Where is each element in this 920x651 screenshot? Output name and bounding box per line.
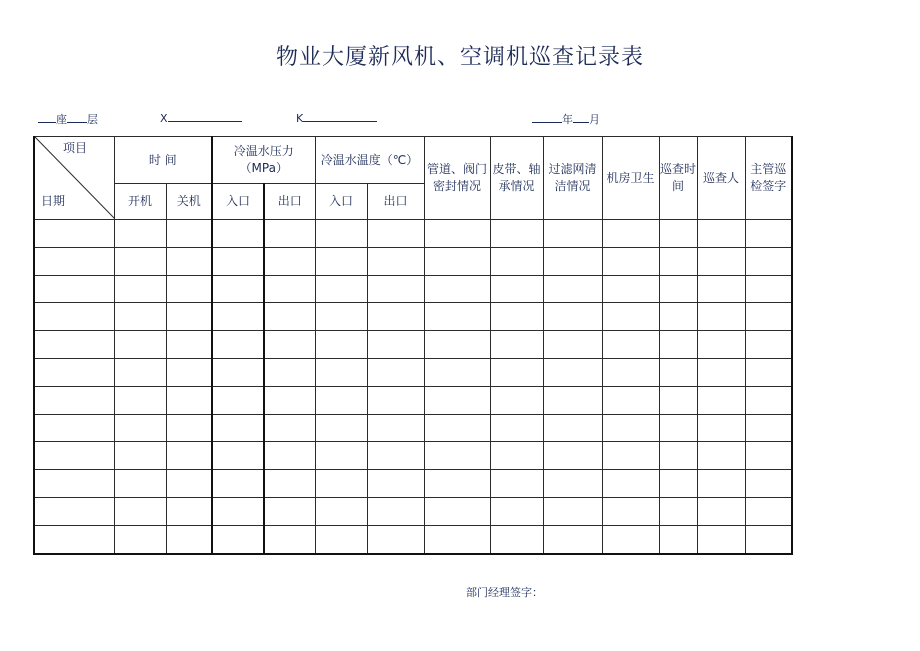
table-cell[interactable] — [697, 497, 745, 525]
year-blank[interactable] — [532, 112, 562, 123]
table-cell[interactable] — [543, 497, 602, 525]
seat-blank[interactable] — [38, 112, 56, 123]
table-cell[interactable] — [490, 358, 543, 386]
table-cell[interactable] — [490, 497, 543, 525]
table-cell[interactable] — [424, 386, 490, 414]
table-cell[interactable] — [212, 442, 264, 470]
table-cell[interactable] — [490, 386, 543, 414]
table-cell[interactable] — [264, 386, 315, 414]
floor-label: 层 — [87, 113, 98, 126]
table-cell[interactable] — [490, 442, 543, 470]
table-cell[interactable] — [490, 470, 543, 498]
table-cell[interactable] — [315, 386, 367, 414]
table-cell[interactable] — [490, 275, 543, 303]
table-cell[interactable] — [424, 442, 490, 470]
table-row — [34, 303, 792, 331]
table-cell[interactable] — [697, 525, 745, 553]
table-cell[interactable] — [264, 303, 315, 331]
table-row — [34, 386, 792, 414]
table-cell[interactable] — [424, 525, 490, 553]
table-cell[interactable] — [367, 303, 424, 331]
x-label: X — [160, 112, 168, 125]
table-cell[interactable] — [114, 303, 166, 331]
table-row — [34, 470, 792, 498]
seat-floor-field[interactable] — [38, 111, 98, 127]
table-cell[interactable] — [34, 220, 114, 248]
supervisor-header: 主管巡检签字 — [745, 137, 792, 220]
table-row — [34, 247, 792, 275]
table-cell[interactable] — [424, 275, 490, 303]
table-cell[interactable] — [659, 358, 697, 386]
table-cell[interactable] — [212, 525, 264, 553]
table-cell[interactable] — [212, 386, 264, 414]
table-cell[interactable] — [543, 442, 602, 470]
table-cell[interactable] — [114, 525, 166, 553]
table-cell[interactable] — [602, 303, 659, 331]
filter-header: 过滤网清洁情况 — [543, 137, 602, 220]
table-cell[interactable] — [424, 358, 490, 386]
temperature-header: 冷温水温度（℃） — [315, 137, 424, 184]
table-cell[interactable] — [424, 331, 490, 359]
table-cell[interactable] — [745, 497, 792, 525]
table-cell[interactable] — [315, 247, 367, 275]
table-cell[interactable] — [697, 442, 745, 470]
table-cell[interactable] — [659, 414, 697, 442]
table-cell[interactable] — [166, 414, 212, 442]
table-cell[interactable] — [264, 414, 315, 442]
table-cell[interactable] — [659, 525, 697, 553]
table-cell[interactable] — [602, 358, 659, 386]
table-cell[interactable] — [424, 247, 490, 275]
open-header: 开机 — [114, 184, 166, 220]
inspect-time-header: 巡查时间 — [659, 137, 697, 220]
table-cell[interactable] — [659, 470, 697, 498]
pipe-header: 管道、阀门密封情况 — [424, 137, 490, 220]
k-blank[interactable] — [303, 111, 377, 122]
table-cell[interactable] — [543, 386, 602, 414]
table-cell[interactable] — [166, 275, 212, 303]
table-cell[interactable] — [34, 303, 114, 331]
table-cell[interactable] — [697, 331, 745, 359]
manager-signature-label: 部门经理签字： — [466, 586, 543, 599]
table-cell[interactable] — [602, 497, 659, 525]
table-cell[interactable] — [659, 303, 697, 331]
table-cell[interactable] — [745, 220, 792, 248]
table-cell[interactable] — [490, 303, 543, 331]
x-field[interactable] — [160, 111, 242, 125]
table-cell[interactable] — [315, 303, 367, 331]
table-cell[interactable] — [745, 247, 792, 275]
k-label: K — [296, 112, 304, 125]
table-cell[interactable] — [367, 470, 424, 498]
table-cell[interactable] — [543, 275, 602, 303]
table-cell[interactable] — [367, 442, 424, 470]
seat-label: 座 — [56, 113, 67, 126]
table-cell[interactable] — [490, 525, 543, 553]
table-cell[interactable] — [264, 470, 315, 498]
table-row — [34, 275, 792, 303]
table-cell[interactable] — [745, 303, 792, 331]
table-cell[interactable] — [697, 386, 745, 414]
table-cell[interactable] — [424, 303, 490, 331]
table-cell[interactable] — [745, 331, 792, 359]
table-cell[interactable] — [264, 442, 315, 470]
table-cell[interactable] — [212, 331, 264, 359]
table-cell[interactable] — [602, 442, 659, 470]
table-cell[interactable] — [212, 275, 264, 303]
table-cell[interactable] — [367, 247, 424, 275]
table-row — [34, 358, 792, 386]
table-cell[interactable] — [745, 414, 792, 442]
table-cell[interactable] — [367, 497, 424, 525]
table-cell[interactable] — [543, 220, 602, 248]
table-cell[interactable] — [490, 247, 543, 275]
table-cell[interactable] — [166, 497, 212, 525]
table-cell[interactable] — [367, 386, 424, 414]
year-label: 年 — [562, 113, 573, 126]
table-cell[interactable] — [367, 275, 424, 303]
table-cell[interactable] — [212, 470, 264, 498]
table-cell[interactable] — [315, 275, 367, 303]
table-cell[interactable] — [212, 497, 264, 525]
inspection-table — [33, 136, 793, 555]
table-cell[interactable] — [34, 331, 114, 359]
table-cell[interactable] — [315, 497, 367, 525]
table-cell[interactable] — [34, 497, 114, 525]
table-cell[interactable] — [602, 275, 659, 303]
table-cell[interactable] — [543, 331, 602, 359]
table-cell[interactable] — [490, 220, 543, 248]
table-cell[interactable] — [543, 414, 602, 442]
table-cell[interactable] — [367, 331, 424, 359]
page-title: 物业大厦新风机、空调机巡查记录表 — [275, 45, 644, 70]
table-cell[interactable] — [264, 275, 315, 303]
table-cell[interactable] — [697, 358, 745, 386]
table-cell[interactable] — [659, 220, 697, 248]
table-row — [34, 414, 792, 442]
pressure-outlet-header: 出口 — [264, 184, 315, 220]
table-cell[interactable] — [34, 275, 114, 303]
table-cell[interactable] — [424, 414, 490, 442]
table-cell[interactable] — [602, 220, 659, 248]
table-cell[interactable] — [212, 414, 264, 442]
table-row — [34, 525, 792, 553]
table-cell[interactable] — [114, 275, 166, 303]
table-cell[interactable] — [659, 497, 697, 525]
table-cell[interactable] — [659, 442, 697, 470]
table-cell[interactable] — [34, 525, 114, 553]
table-cell[interactable] — [602, 525, 659, 553]
table-cell[interactable] — [697, 303, 745, 331]
k-field[interactable] — [296, 111, 377, 125]
item-header: 项目 — [63, 141, 88, 155]
table-cell[interactable] — [745, 525, 792, 553]
table-cell[interactable] — [745, 275, 792, 303]
year-month-field[interactable] — [532, 111, 600, 127]
table-cell[interactable] — [264, 220, 315, 248]
room-header: 机房卫生 — [602, 137, 659, 220]
table-row — [34, 331, 792, 359]
inspector-header: 巡查人 — [697, 137, 745, 220]
table-cell[interactable] — [424, 497, 490, 525]
temperature-inlet-header: 入口 — [315, 184, 367, 220]
table-cell[interactable] — [264, 525, 315, 553]
table-cell[interactable] — [315, 331, 367, 359]
table-cell[interactable] — [602, 247, 659, 275]
table-cell[interactable] — [745, 358, 792, 386]
table-cell[interactable] — [264, 358, 315, 386]
table-cell[interactable] — [697, 220, 745, 248]
header-row-top — [34, 137, 792, 184]
table-cell[interactable] — [367, 414, 424, 442]
pressure-header: 冷温水压力（MPa） — [212, 137, 315, 184]
table-cell[interactable] — [166, 525, 212, 553]
table-cell[interactable] — [659, 331, 697, 359]
temperature-outlet-header: 出口 — [367, 184, 424, 220]
table-row — [34, 497, 792, 525]
date-header: 日期 — [41, 194, 66, 208]
table-cell[interactable] — [114, 414, 166, 442]
table-cell[interactable] — [114, 247, 166, 275]
table-cell[interactable] — [34, 386, 114, 414]
table-cell[interactable] — [166, 442, 212, 470]
table-cell[interactable] — [315, 414, 367, 442]
pressure-inlet-header: 入口 — [212, 184, 264, 220]
table-cell[interactable] — [659, 275, 697, 303]
month-label: 月 — [589, 113, 600, 126]
table-cell[interactable] — [602, 414, 659, 442]
close-header: 关机 — [166, 184, 212, 220]
table-cell[interactable] — [697, 275, 745, 303]
table-cell[interactable] — [114, 442, 166, 470]
table-cell[interactable] — [424, 470, 490, 498]
table-cell[interactable] — [34, 470, 114, 498]
table-cell[interactable] — [34, 414, 114, 442]
table-cell[interactable] — [424, 220, 490, 248]
table-cell[interactable] — [114, 220, 166, 248]
table-cell[interactable] — [602, 331, 659, 359]
table-cell[interactable] — [367, 358, 424, 386]
table-cell[interactable] — [543, 303, 602, 331]
table-cell[interactable] — [602, 470, 659, 498]
month-blank[interactable] — [573, 112, 589, 123]
table-cell[interactable] — [745, 442, 792, 470]
table-cell[interactable] — [315, 442, 367, 470]
table-cell[interactable] — [114, 386, 166, 414]
table-cell[interactable] — [315, 220, 367, 248]
table-cell[interactable] — [367, 220, 424, 248]
table-cell[interactable] — [166, 247, 212, 275]
table-row — [34, 442, 792, 470]
table-cell[interactable] — [34, 358, 114, 386]
table-cell[interactable] — [745, 386, 792, 414]
table-cell[interactable] — [114, 470, 166, 498]
table-cell[interactable] — [166, 331, 212, 359]
table-row — [34, 220, 792, 248]
time-header: 时 间 — [114, 137, 212, 184]
table-cell[interactable] — [315, 470, 367, 498]
table-cell[interactable] — [212, 247, 264, 275]
table-cell[interactable] — [543, 470, 602, 498]
table-cell[interactable] — [34, 247, 114, 275]
table-cell[interactable] — [114, 358, 166, 386]
table-cell[interactable] — [166, 358, 212, 386]
table-cell[interactable] — [166, 303, 212, 331]
belt-header: 皮带、轴承情况 — [490, 137, 543, 220]
table-cell[interactable] — [166, 220, 212, 248]
table-cell[interactable] — [114, 331, 166, 359]
table-cell[interactable] — [367, 525, 424, 553]
table-cell[interactable] — [697, 470, 745, 498]
table-cell[interactable] — [490, 331, 543, 359]
table-cell[interactable] — [745, 470, 792, 498]
table-cell[interactable] — [490, 414, 543, 442]
table-cell[interactable] — [543, 358, 602, 386]
table-cell[interactable] — [212, 303, 264, 331]
table-cell[interactable] — [697, 414, 745, 442]
table-body — [34, 220, 792, 554]
table-cell[interactable] — [697, 247, 745, 275]
table-cell[interactable] — [659, 247, 697, 275]
table-cell[interactable] — [166, 470, 212, 498]
table-cell[interactable] — [659, 386, 697, 414]
table-cell[interactable] — [166, 386, 212, 414]
table-cell[interactable] — [315, 358, 367, 386]
table-cell[interactable] — [264, 247, 315, 275]
table-cell[interactable] — [315, 525, 367, 553]
table-cell[interactable] — [114, 497, 166, 525]
table-cell[interactable] — [543, 525, 602, 553]
table-cell[interactable] — [602, 386, 659, 414]
table-cell[interactable] — [264, 497, 315, 525]
table-cell[interactable] — [34, 442, 114, 470]
item-date-corner — [34, 137, 114, 220]
table-cell[interactable] — [264, 331, 315, 359]
floor-blank[interactable] — [67, 112, 87, 123]
table-cell[interactable] — [543, 247, 602, 275]
x-blank[interactable] — [168, 111, 242, 122]
table-cell[interactable] — [212, 358, 264, 386]
table-cell[interactable] — [212, 220, 264, 248]
